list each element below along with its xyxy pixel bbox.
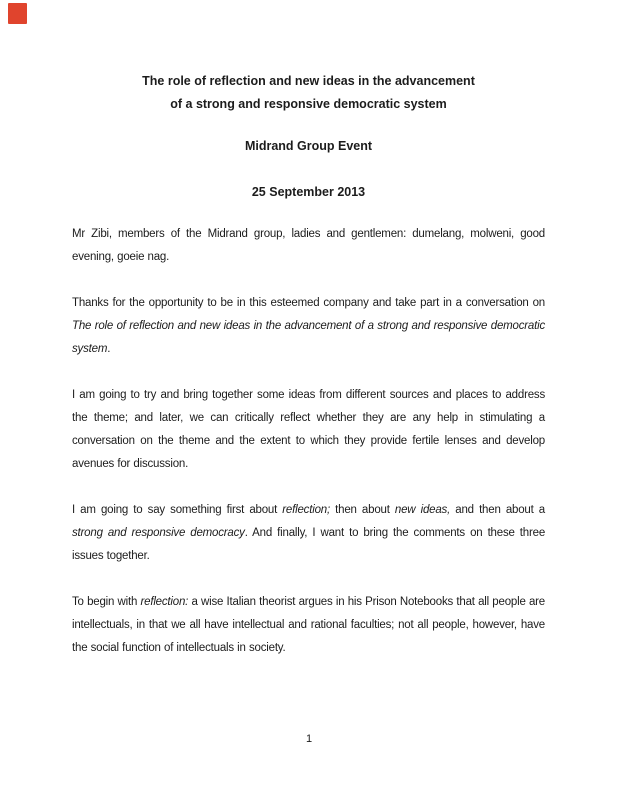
text-run: Mr Zibi, members of the Midrand group, ladies and gentlemen: dumelang, molweni, good evening, goeie nag. [72, 228, 545, 263]
title-line-1: The role of reflection and new ideas in the advancement [142, 74, 475, 88]
document-body [72, 223, 545, 660]
text-run: I am going to try and bring together some ideas from different sources and places to address the theme; and later, we can critically reflect whether they are any help in stimulating a conversation on the theme and the extent to which they provide fertile lenses and develop avenues for discussion. [72, 389, 545, 470]
text-run: a wise Italian theorist argues in his Prison Notebooks that all people are intellectuals, in that we all have intellectual and rational faculties; not all people, however, have the social function of intellectuals in society. [72, 596, 545, 654]
paragraph-4 [72, 499, 545, 568]
italic-run: reflection; [282, 504, 330, 516]
italic-run: The role of reflection and new ideas in the advancement of a strong and responsive democratic system [72, 320, 545, 355]
document-title [72, 70, 545, 116]
text-run: I am going to say something first about [72, 504, 283, 516]
italic-run: new ideas, [394, 504, 451, 516]
paragraph-3 [72, 384, 545, 476]
paragraph-5 [72, 591, 545, 660]
text-run: then about [329, 504, 395, 516]
red-corner-marker [8, 3, 27, 24]
event-date: 25 September 2013 [251, 185, 366, 199]
text-run: . [107, 343, 111, 355]
page-number: 1 [305, 733, 313, 745]
italic-run: strong and responsive democracy [72, 527, 245, 539]
text-run: Thanks for the opportunity to be in this esteemed company and take part in a conversation on [72, 297, 545, 309]
document-header [72, 70, 545, 204]
text-run: and then about a [450, 504, 546, 516]
title-line-2: of a strong and responsive democratic system [170, 97, 447, 111]
page-footer [0, 729, 618, 749]
text-run: To begin with [72, 596, 141, 608]
event-name: Midrand Group Event [244, 139, 373, 153]
paragraph-1 [72, 223, 545, 269]
text-run: . And finally, I want to bring the comments on these three issues together. [72, 527, 546, 562]
italic-run: reflection: [140, 596, 189, 608]
paragraph-2 [72, 292, 545, 361]
